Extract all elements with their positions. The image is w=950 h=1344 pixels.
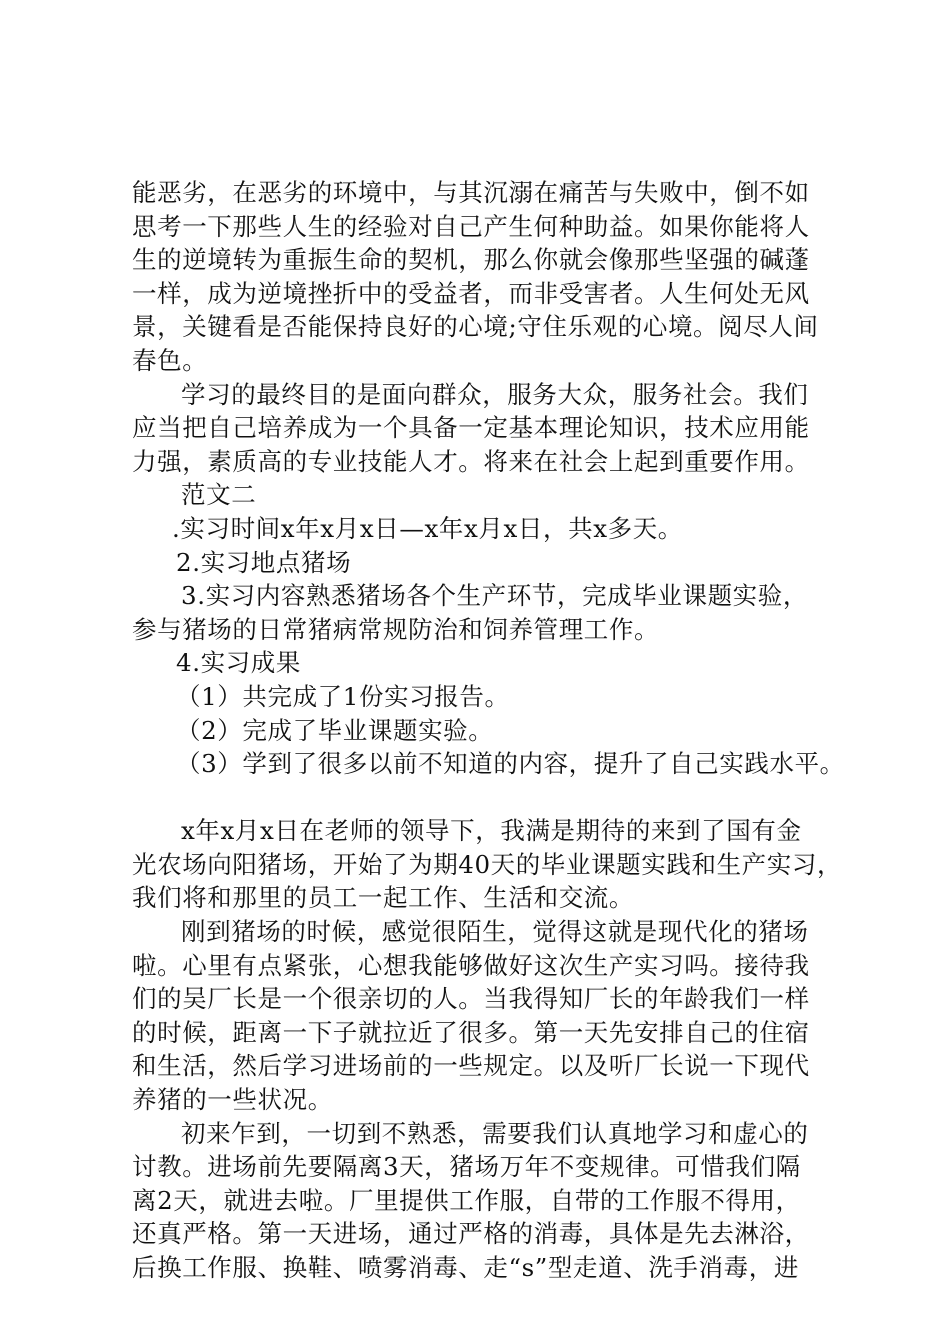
text-line: 的时候，距离一下子就拉近了很多。第一天先安排自己的住宿 [132, 1017, 810, 1047]
text-line: 学习的最终目的是面向群众，服务大众，服务社会。我们 [181, 379, 809, 409]
list-item: （2）完成了毕业课题实验。 [176, 715, 494, 745]
document-body [132, 176, 845, 1285]
text-line: 啦。心里有点紧张，心想我能够做好这次生产实习吗。接待我 [132, 950, 810, 980]
text-line: 养猪的一些状况。 [132, 1085, 333, 1115]
list-item: .实习时间x年x月x日—x年x月x日，共x多天。 [172, 513, 683, 543]
text-line: 一样，成为逆境挫折中的受益者，而非受害者。人生何处无风 [132, 278, 810, 308]
list-item: 3.实习内容熟悉猪场各个生产环节，完成毕业课题实验， [181, 581, 808, 611]
list-item: 4.实习成果 [176, 648, 301, 678]
text-line: 能恶劣，在恶劣的环境中，与其沉溺在痛苦与失败中，倒不如 [132, 178, 810, 207]
section-heading: 范文二 [181, 480, 257, 510]
text-line: 景，关键看是否能保持良好的心境;守住乐观的心境。阅尽人间 [132, 312, 819, 342]
text-line: 和生活，然后学习进场前的一些规定。以及听厂长说一下现代 [132, 1051, 810, 1081]
text-line: 光农场向阳猪场，开始了为期40天的毕业课题实践和生产实习， [132, 849, 843, 879]
text-line: 力强，素质高的专业技能人才。将来在社会上起到重要作用。 [132, 446, 810, 476]
text-line: 刚到猪场的时候，感觉很陌生，觉得这就是现代化的猪场 [181, 917, 809, 947]
text-line: 还真严格。第一天进场，通过严格的消毒，具体是先去淋浴， [132, 1219, 810, 1249]
text-line: 离2天，就进去啦。厂里提供工作服，自带的工作服不得用， [132, 1185, 801, 1215]
list-item: （3）学到了很多以前不知道的内容，提升了自己实践水平。 [176, 749, 845, 779]
text-line: 们的吴厂长是一个很亲切的人。当我得知厂长的年龄我们一样 [132, 984, 810, 1014]
text-line: 初来乍到，一切到不熟悉，需要我们认真地学习和虚心的 [181, 1118, 809, 1148]
text-line: x年x月x日在老师的领导下，我满是期待的来到了国有金 [181, 816, 802, 846]
text-line: 我们将和那里的员工一起工作、生活和交流。 [132, 883, 634, 913]
list-item: （1）共完成了1份实习报告。 [176, 681, 510, 711]
text-line: 参与猪场的日常猪病常规防治和饲养管理工作。 [132, 614, 660, 644]
text-line: 后换工作服、换鞋、喷雾消毒、走“s”型走道、洗手消毒，进 [132, 1253, 799, 1282]
text-line: 思考一下那些人生的经验对自己产生何种助益。如果你能将人 [132, 211, 810, 241]
text-line: 应当把自己培养成为一个具备一定基本理论知识，技术应用能 [132, 413, 810, 443]
blank-line [132, 781, 832, 815]
text-line: 生的逆境转为重振生命的契机，那么你就会像那些坚强的碱蓬 [132, 245, 810, 275]
text-line: 讨教。进场前先要隔离3天，猪场万年不变规律。可惜我们隔 [132, 1152, 801, 1182]
text-line: 春色。 [132, 345, 208, 375]
list-item: 2.实习地点猪场 [176, 547, 352, 577]
